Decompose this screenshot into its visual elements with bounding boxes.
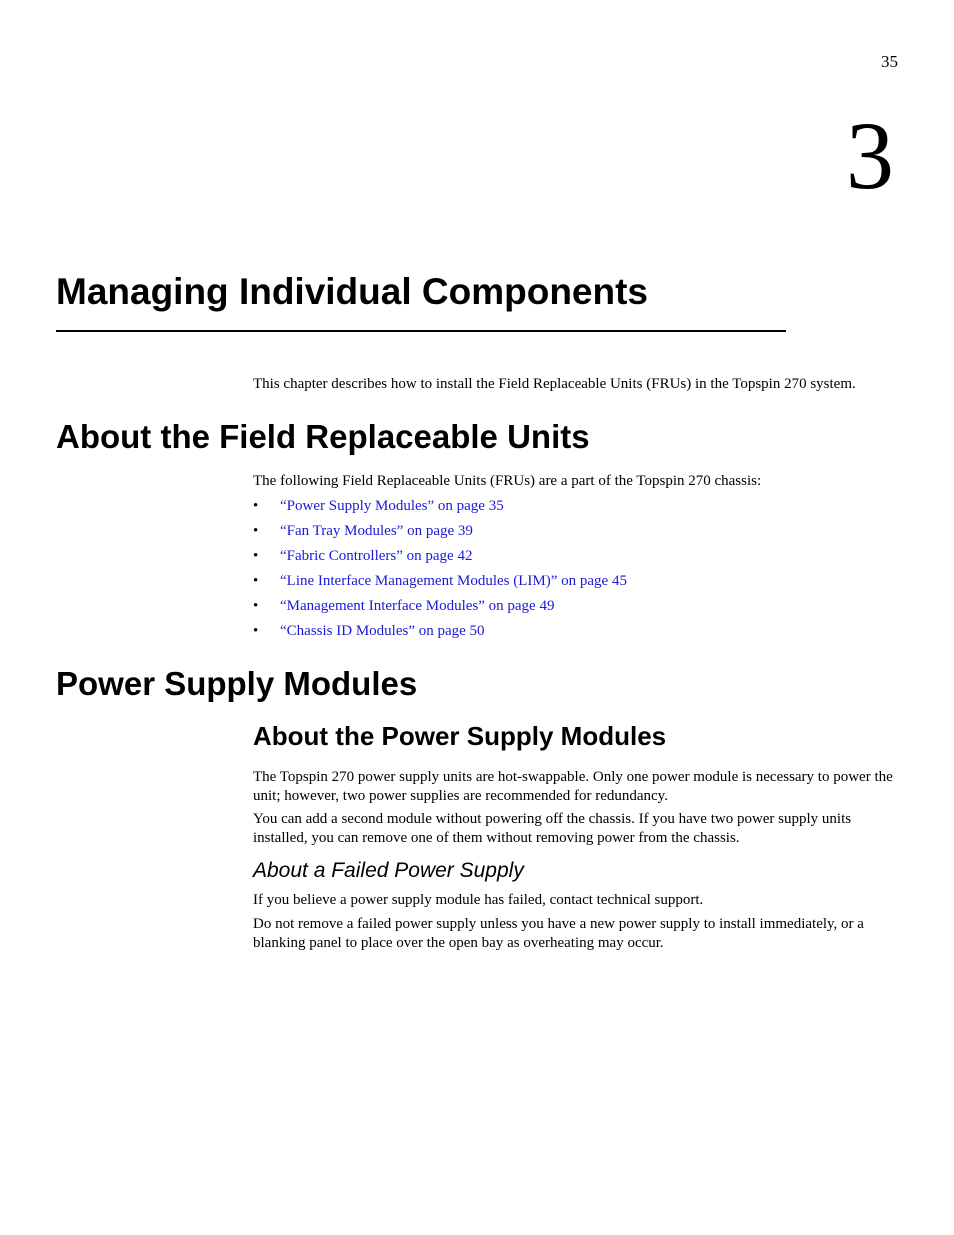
failed-paragraph-do-not-remove: Do not remove a failed power supply unless you have a new power supply to install immediately, or a blanking panel to place over the open bay as overheating may occur.: [253, 916, 864, 951]
bullet-icon: •: [253, 598, 259, 614]
link-management-interface-modules[interactable]: “Management Interface Modules” on page 49: [280, 598, 555, 614]
heading-field-replaceable-units: About the Field Replaceable Units: [56, 418, 590, 455]
psu-paragraph-hot-swappable: The Topspin 270 power supply units are hot-swappable. Only one power module is necessary to power the unit; however, two power supplies are recommended for redundancy.: [253, 769, 893, 804]
list-item: [253, 622, 627, 647]
page-number: 35: [881, 52, 898, 71]
link-fan-tray-modules[interactable]: “Fan Tray Modules” on page 39: [280, 523, 473, 539]
list-item: [253, 597, 627, 622]
link-fabric-controllers[interactable]: “Fabric Controllers” on page 42: [280, 548, 473, 564]
chapter-number: 3: [846, 102, 894, 209]
fru-lead-paragraph: The following Field Replaceable Units (FRUs) are a part of the Topspin 270 chassis:: [253, 473, 762, 489]
list-item: [253, 497, 627, 522]
heading-failed-power-supply: About a Failed Power Supply: [253, 859, 524, 882]
list-item: [253, 522, 627, 547]
list-item: [253, 572, 627, 597]
chapter-intro: This chapter describes how to install the Field Replaceable Units (FRUs) in the Topspin 270 system.: [253, 376, 856, 392]
psu-paragraph-second-module: You can add a second module without powering off the chassis. If you have two power supply units installed, you can remove one of them without removing power from the chassis.: [253, 811, 852, 846]
heading-power-supply-modules: Power Supply Modules: [56, 665, 418, 702]
chapter-title: Managing Individual Components: [56, 271, 648, 312]
link-chassis-id-modules[interactable]: “Chassis ID Modules” on page 50: [280, 623, 485, 639]
title-rule: [56, 330, 786, 332]
fru-link-list: [253, 497, 627, 647]
bullet-icon: •: [253, 548, 259, 564]
bullet-icon: •: [253, 498, 259, 514]
list-item: [253, 547, 627, 572]
bullet-icon: •: [253, 623, 259, 639]
bullet-icon: •: [253, 573, 259, 589]
heading-about-power-supply-modules: About the Power Supply Modules: [253, 721, 667, 751]
link-power-supply-modules[interactable]: “Power Supply Modules” on page 35: [280, 498, 504, 514]
link-line-interface-management-modules[interactable]: “Line Interface Management Modules (LIM)” on page 45: [280, 573, 627, 589]
bullet-icon: •: [253, 523, 259, 539]
failed-paragraph-contact-support: If you believe a power supply module has failed, contact technical support.: [253, 892, 704, 908]
